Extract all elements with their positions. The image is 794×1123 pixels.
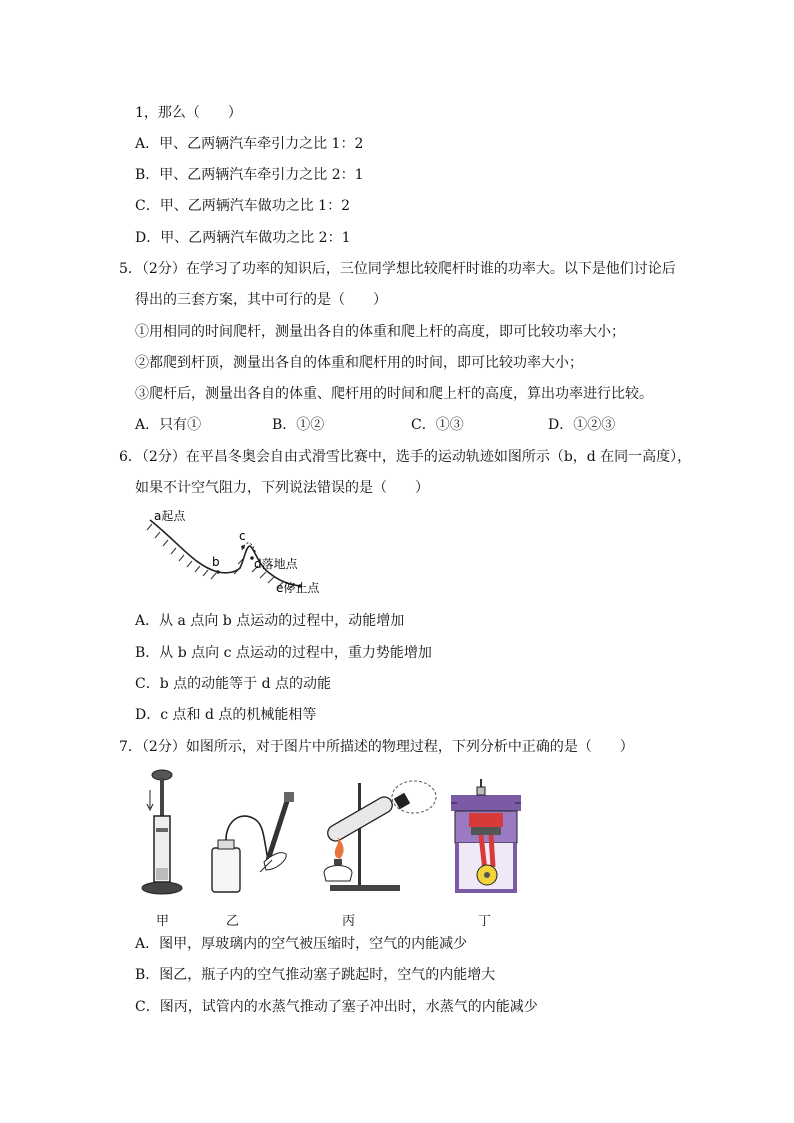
label-a: a起点: [154, 509, 186, 523]
caption-bing: 丙: [342, 914, 356, 929]
q4-option-d: D．甲、乙两辆汽车做功之比 2：1: [135, 230, 351, 246]
q7-stem: 7．（2分）如图所示，对于图片中所描述的物理过程，下列分析中正确的是（ ）: [119, 739, 634, 755]
test-tube-figure: [310, 773, 440, 898]
q6-option-a: A．从 a 点向 b 点运动的过程中，动能增加: [135, 613, 405, 629]
q4-option-a: A．甲、乙两辆汽车牵引力之比 1：2: [135, 136, 364, 152]
q5-option-b: B．①②: [272, 417, 325, 433]
q5-stem-line1: 5．（2分）在学习了功率的知识后，三位同学想比较爬杆时谁的功率大。以下是他们讨论后: [119, 261, 676, 277]
q4-option-b: B．甲、乙两辆汽车牵引力之比 2：1: [135, 167, 364, 183]
label-b: b: [212, 555, 220, 569]
q6-option-b: B．从 b 点向 c 点运动的过程中，重力势能增加: [135, 645, 432, 661]
q4-option-c: C．甲、乙两辆汽车做功之比 1：2: [135, 198, 350, 214]
bottle-pump-figure: [202, 790, 302, 898]
q5-option-d: D．①②③: [548, 417, 616, 433]
q5-stem-line2: 得出的三套方案，其中可行的是（ ）: [135, 292, 387, 308]
q7-option-a: A．图甲，厚玻璃内的空气被压缩时，空气的内能减少: [135, 936, 468, 952]
q5-option-a: A．只有①: [135, 417, 202, 433]
q7-option-c: C．图丙，试管内的水蒸气推动了塞子冲出时，水蒸气的内能减少: [135, 999, 538, 1015]
label-c: c: [239, 529, 246, 543]
caption-ding: 丁: [478, 914, 492, 929]
label-d: d落地点: [254, 557, 298, 571]
q5-plan-3: ③爬杆后，测量出各自的体重、爬杆用的时间和爬上杆的高度，算出功率进行比较。: [135, 386, 653, 402]
slope-hatching: [147, 524, 216, 579]
q4-stem-continuation: 1，那么（ ）: [135, 105, 242, 121]
fire-syringe-figure: [138, 768, 186, 898]
caption-yi: 乙: [226, 914, 240, 929]
q6-stem-line1: 6．（2分）在平昌冬奥会自由式滑雪比赛中，选手的运动轨迹如图所示（b，d 在同一高度），: [119, 449, 692, 465]
q5-plan-1: ①用相同的时间爬杆，测量出各自的体重和爬上杆的高度，即可比较功率大小；: [135, 324, 625, 340]
q6-stem-line2: 如果不计空气阻力，下列说法错误的是（ ）: [135, 480, 429, 496]
label-e: e停止点: [276, 581, 320, 595]
q6-option-d: D．c 点和 d 点的机械能相等: [135, 707, 317, 723]
point-c: [241, 545, 245, 549]
slope-profile: [150, 520, 300, 586]
engine-cylinder-figure: [447, 773, 525, 898]
q6-option-c: C．b 点的动能等于 d 点的动能: [135, 676, 331, 692]
q5-option-c: C．①③: [411, 417, 464, 433]
point-b: [216, 570, 220, 574]
caption-jia: 甲: [156, 914, 170, 929]
q5-plan-2: ②都爬到杆顶，测量出各自的体重和爬杆用的时间，即可比较功率大小；: [135, 355, 583, 371]
q7-option-b: B．图乙，瓶子内的空气推动塞子跳起时，空气的内能增大: [135, 967, 496, 983]
ski-trajectory-figure: [140, 506, 340, 598]
